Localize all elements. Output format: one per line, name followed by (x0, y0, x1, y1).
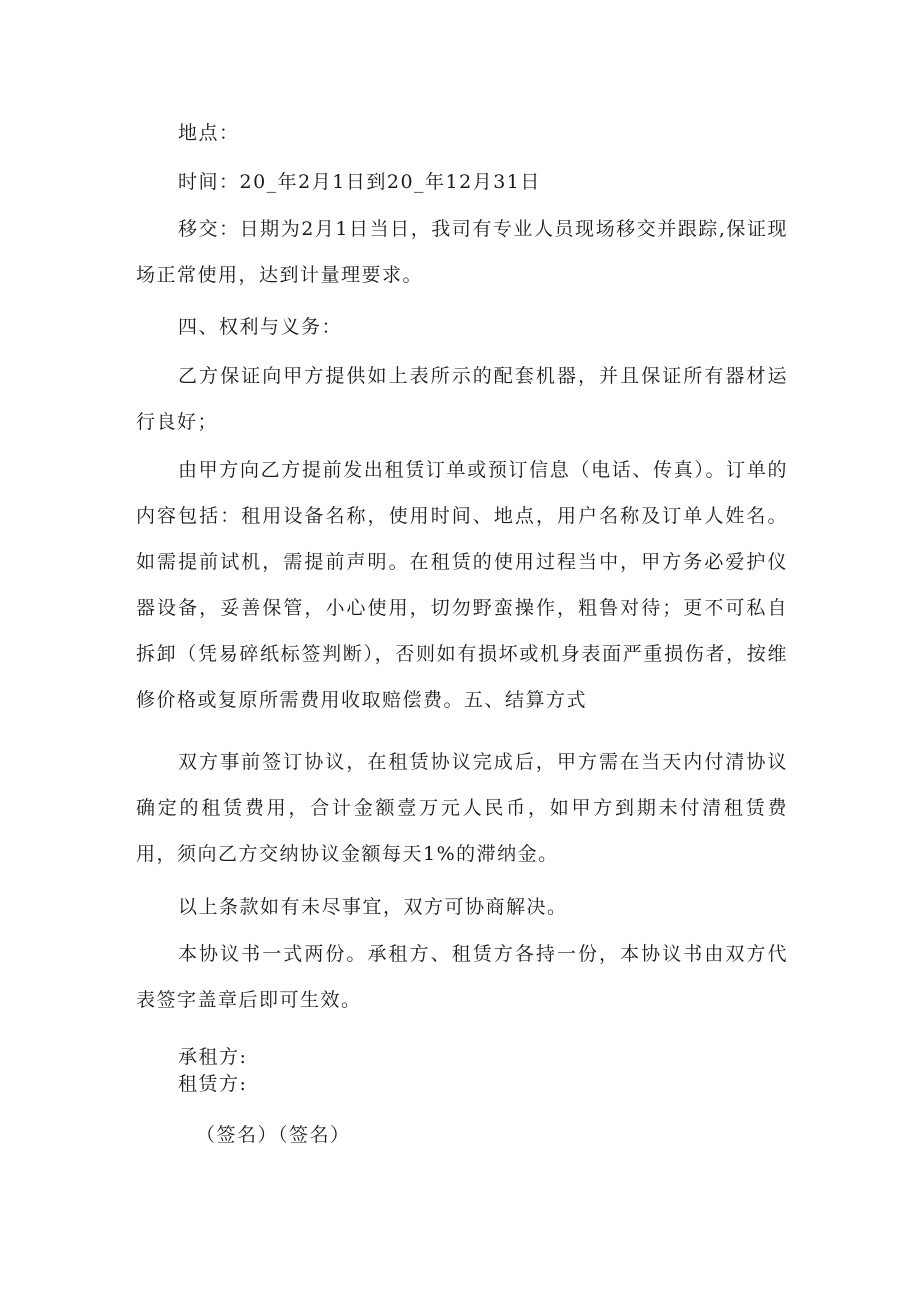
payment-paragraph: 双方事前签订协议，在租赁协议完成后，甲方需在当天内付清协议确定的租赁费用，合计金额壹万元人民币，如甲方到期未付清租赁费用，须向乙方交纳协议金额每天1%的滞纳金。 (136, 751, 788, 865)
signature-placeholder-line: （签名）（签名） (196, 1124, 351, 1146)
copies-paragraph: 本协议书一式两份。承租方、租赁方各持一份，本协议书由双方代表签字盖章后即可生效。 (136, 943, 788, 1011)
handover-paragraph: 移交：日期为2月1日当日，我司有专业人员现场移交并跟踪,保证现场正常使用，达到计量理要求。 (136, 218, 788, 286)
location-paragraph: 地点： (178, 122, 240, 144)
time-paragraph: 时间：20_年2月1日到20_年12月31日 (178, 171, 541, 193)
lessee-signature-label: 承租方: (178, 1046, 248, 1068)
negotiation-paragraph: 以上条款如有未尽事宜，双方可协商解决。 (178, 896, 568, 918)
order-terms-paragraph: 由甲方向乙方提前发出租赁订单或预订信息（电话、传真）。订单的内容包括：租用设备名称，使用时间、地点，用户名称及订单人姓名。如需提前试机，需提前声明。在租赁的使用过程当中，甲方务必爱护仪器设备，妥善保管，小心使用，切勿野蛮操作，粗鲁对待；更不可私自拆卸（凭易碎纸标签判断），否则如有损坏或机身表面严重损伤者，按维修价格或复原所需费用收取赔偿费。五、结算方式 (136, 459, 788, 711)
equipment-guarantee-paragraph: 乙方保证向甲方提供如上表所示的配套机器，并且保证所有器材运行良好； (136, 365, 788, 433)
rights-heading: 四、权利与义务： (178, 316, 343, 338)
lessor-signature-label: 租赁方: (178, 1073, 248, 1095)
